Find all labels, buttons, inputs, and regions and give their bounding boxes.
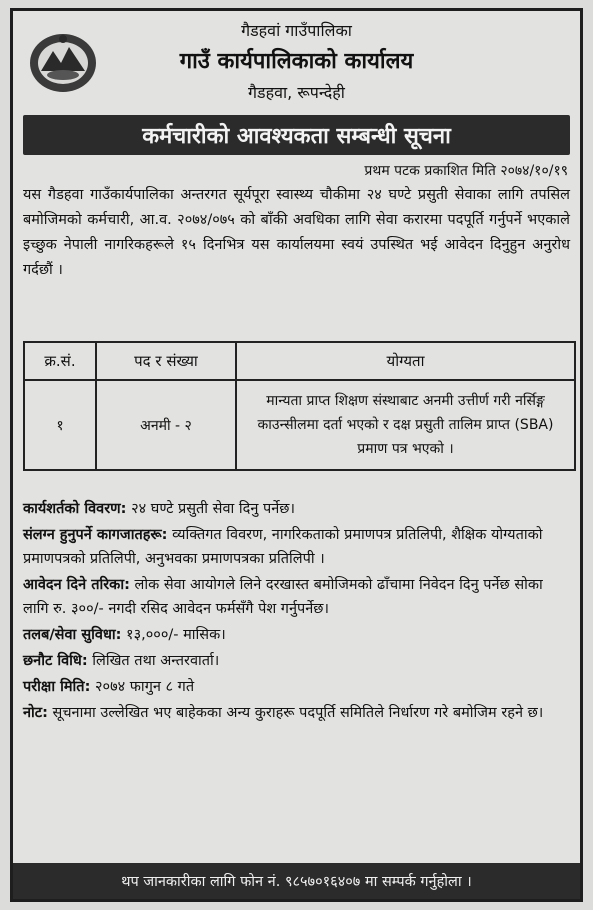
method-text: लोक सेवा आयोगले लिने दरखास्त बमोजिमको ढाँचामा निवेदन दिनु पर्नेछ सोका लागि रु. ३००/- नगदी रसिद आवेदन फर्मसँगै पेश गर्नुपर्नेछ।: [23, 577, 543, 617]
cell-qualification: मान्यता प्राप्त शिक्षण संस्थाबाट अनमी उत्तीर्ण गरी नर्सिङ्ग काउन्सीलमा दर्ता भएको र दक्ष प्रसुती तालिम प्राप्त (SBA) प्रमाण पत्र भएको ।: [236, 380, 575, 470]
details-section: [23, 497, 570, 727]
cell-post: अनमी - २: [96, 380, 236, 470]
table-header-row: [24, 342, 575, 380]
table-row: [24, 380, 575, 470]
terms-section: [23, 497, 570, 521]
exam-label: परीक्षा मिति:: [23, 679, 91, 695]
note-section: [23, 701, 570, 725]
documents-label: संलग्न हुनुपर्ने कागजातहरू:: [23, 527, 168, 543]
header: [13, 11, 580, 111]
exam-section: [23, 675, 570, 699]
body-paragraph: यस गैडहवा गाउँकार्यपालिका अन्तरगत सूर्यपूरा स्वास्थ्य चौकीमा २४ घण्टे प्रसुती सेवाका लागि तपसिल बमोजिमको कर्मचारी, आ.व. २०७४/०७५ को बाँकी अवधिका लागि सेवा करारमा पदपूर्ति गर्नुपर्ने भएकाले इच्छुक नेपाली नागरिकहरूले १५ दिनभित्र यस कार्यालयमा स्वयं उपस्थित भई आवेदन दिनुहुन अनुरोध गर्दछौं ।: [23, 187, 570, 278]
selection-text: लिखित तथा अन्तरवार्ता।: [87, 653, 220, 669]
notice-frame: [10, 8, 583, 902]
selection-label: छनौट विधि:: [23, 653, 88, 669]
col-header-post: पद र संख्या: [96, 342, 236, 380]
municipality-name: गैडहवां गाउँपालिका: [241, 21, 352, 40]
note-label: नोट:: [23, 705, 48, 721]
method-label: आवेदन दिने तरिका:: [23, 577, 130, 593]
notice-title: कर्मचारीको आवश्यकता सम्बन्धी सूचना: [23, 115, 570, 155]
terms-text: २४ घण्टे प्रसुती सेवा दिनु पर्नेछ।: [126, 501, 295, 517]
col-header-qualification: योग्यता: [236, 342, 575, 380]
salary-text: १३,०००/- मासिक।: [121, 627, 226, 643]
salary-label: तलब/सेवा सुविधा:: [23, 627, 122, 643]
contact-footer: थप जानकारीका लागि फोन नं. ९८५७०१६४०७ मा सम्पर्क गर्नुहोला ।: [13, 863, 580, 899]
cell-sn: १: [24, 380, 96, 470]
exam-text: २०७४ फागुन ८ गते: [90, 679, 195, 695]
col-header-sn: क्र.सं.: [24, 342, 96, 380]
note-text: सूचनामा उल्लेखित भए बाहेकका अन्य कुराहरू पदपूर्ति समितिले निर्धारण गरे बमोजिम रहने छ।: [47, 705, 544, 721]
documents-text: व्यक्तिगत विवरण, नागरिकताको प्रमाणपत्र प्रतिलिपी, शैक्षिक योग्यताको प्रमाणपत्रको प्रतिलिपी, अनुभवका प्रमाणपत्रका प्रतिलिपी ।: [23, 527, 543, 567]
terms-label: कार्यशर्तको विवरण:: [23, 501, 127, 517]
method-section: [23, 573, 570, 621]
documents-section: [23, 523, 570, 571]
office-address: गैडहवा, रूपन्देही: [248, 83, 345, 102]
office-name: गाउँ कार्यपालिकाको कार्यालय: [179, 49, 414, 74]
selection-section: [23, 649, 570, 673]
salary-section: [23, 623, 570, 647]
requirements-table: [23, 341, 576, 471]
publication-date: प्रथम पटक प्रकाशित मिति २०७४/१०/१९: [364, 163, 568, 179]
